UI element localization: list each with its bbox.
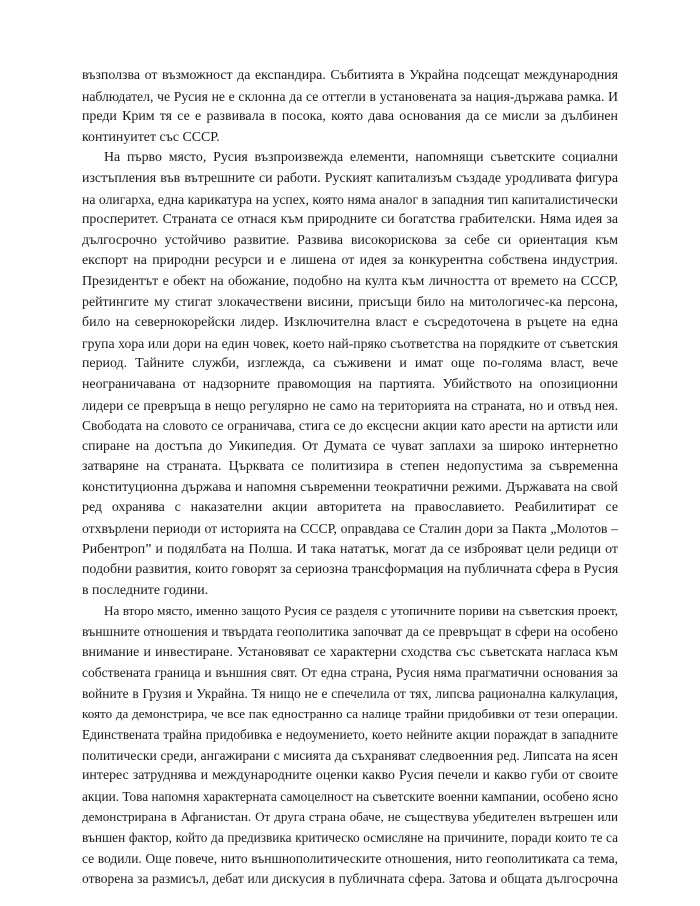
text-line: отворена за размисъл, дебат или дискусия в публичната сфера. Затова и общата дългосрочна <box>82 871 618 887</box>
text-line: На първо място, Русия възпроизвежда елементи, напомнящи съветските социални <box>104 150 618 166</box>
text-line: подобни развития, които говорят за сериозна трансформация на публичната сфера в Русия <box>82 562 619 578</box>
text-line: на олигарха, една карикатура на успех, която няма аналог в западния тип капиталистически <box>82 191 618 207</box>
text-line: експорт на природни ресурси и е лишена от идея за конкурентна собствена индустрия. <box>82 253 618 269</box>
text-line: политически среди, ангажирани с мисията да съхраняват следвоенния ред. Липсата на ясен <box>82 747 618 763</box>
text-line: спиране на достъпа до Уикипедия. От Думата се чуват заплахи за широко интернетно <box>82 438 618 454</box>
text-line: ред охранява с наказателни акции авторитета на православието. Реабилитират се <box>82 500 618 516</box>
text-line: войните в Грузия и Украйна. Тя нищо не е спечелила от тях, липсва рационална калкулация, <box>82 685 618 701</box>
text-line: акции. Това напомня характерната самоцелност на съветските военни кампании, особено ясно <box>82 788 618 804</box>
text-line: интерес затруднява и международните оценки какво Русия печели и какво губи от своите <box>82 768 618 784</box>
text-line: демонстрирана в Афганистан. От друга страна обаче, не съществува убедителен вътрешен или <box>82 809 618 825</box>
paragraph-3 <box>82 601 618 889</box>
document-page <box>82 66 618 890</box>
text-line: възползва от възможност да експандира. Събитията в Украйна подсещат международния <box>82 68 618 83</box>
text-line: Президентът е обект на обожание, подобно на култа към личността от времето на СССР, <box>82 273 618 289</box>
text-line: се водили. Още повече, нито външнополитическите отношения, нито геополитиката са тема, <box>82 850 618 866</box>
text-line: неограничавана от надзорните правомощия на партията. Убийството на опозиционни <box>82 376 618 392</box>
text-line: конституционна държава и напомня съвременни теократични режими. Държавата на свой <box>82 479 618 495</box>
text-line: изстъпления във вътрешните си работи. Руският капитализъм създаде уродливата фигура <box>82 170 618 186</box>
text-line: която да демонстрира, че все пак едностранно са налице трайни придобивки от тези операции. <box>82 706 618 722</box>
paragraph-1 <box>82 66 618 148</box>
paragraph-2 <box>82 148 618 601</box>
text-line: преди Крим тя се е развивала в посока, която дава основания да се мисли за дълбинен <box>82 109 618 125</box>
text-line: било на севернокорейски лидер. Изключителна власт е съсредоточена в ръцете на една <box>82 315 618 331</box>
text-line: наблюдател, че Русия не е склонна да се оттегли в установената за нация-държава рамка. И <box>82 88 618 104</box>
text-line: лидери се превръща в нещо регулярно не само на територията на страната, но и отвъд нея. <box>82 397 618 413</box>
text-line: просперитет. Страната се отнася към природните си богатства грабителски. Няма идея за <box>82 212 618 228</box>
text-line: внимание и инвестиране. Установяват се характерни сходства със съветската нагласа към <box>82 644 618 660</box>
text-line: На второ място, именно защото Русия се разделя с утопичните пориви на съветския проект, <box>104 603 618 619</box>
text-line: в последните години. <box>82 582 209 598</box>
text-line: собствената граница и външния свят. От една страна, Русия няма прагматични основания за <box>82 665 618 681</box>
text-line: външен фактор, който да предизвика критическо осмисляне на причините, поради които те са <box>82 829 618 845</box>
text-line: Свободата на словото се ограничава, стига се до ексцесни акции като арести на артисти или <box>82 418 618 434</box>
text-line: група хора или дори на един човек, което най-пряко съответства на порядките от съветския <box>82 335 618 351</box>
text-line: континуитет със СССР. <box>82 129 220 145</box>
text-line: рейтингите му стигат злокачествени висини, присъщи било на митологичес-ка персона, <box>82 294 618 310</box>
text-line: период. Тайните служби, изглежда, са съживени и имат още по-голяма власт, вече <box>82 356 618 372</box>
text-line: външните отношения и твърдата геополитика започват да се превръщат в сфери на особено <box>82 624 618 640</box>
text-line: дългосрочно устойчиво развитие. Развива високорискова за себе си ориентация към <box>82 232 618 248</box>
text-line: Единствената трайна придобивка е недоумението, което нейните акции пораждат в западните <box>82 727 618 742</box>
text-line: затваряне на страната. Църквата се политизира в степен недопустима за съвременна <box>82 459 618 475</box>
text-line: отхвърлени периоди от историята на СССР, оправдава се Сталин дори за Пакта „Молотов – <box>82 521 618 537</box>
text-line: Рибентроп” и подялбата на Полша. И така нататък, могат да се изброяват цели редици от <box>82 541 618 557</box>
